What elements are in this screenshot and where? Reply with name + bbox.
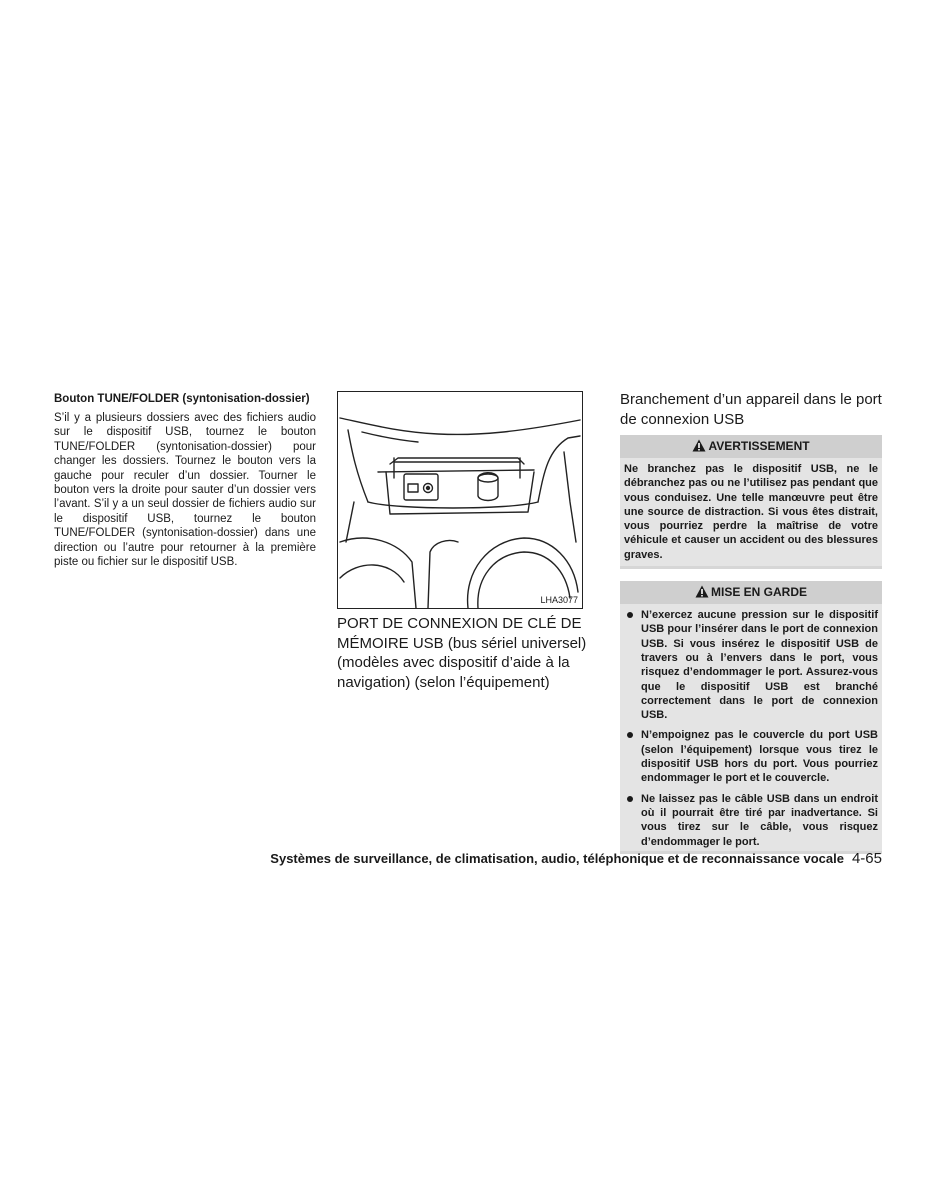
warning-text: Ne branchez pas le dispositif USB, ne le débranchez pas ou ne l’utilisez pas pendant que vous conduisez. Une telle manœuvre peut être une source de distraction. Si vous êtes distrait, vous pourriez perdre la maîtrise de votre véhicule et causer un accident ou des blessures graves.	[620, 458, 882, 566]
figure-code: LHA3077	[540, 595, 578, 605]
section-heading-usb-connection: Branchement d’un appareil dans le port de connexion USB	[620, 391, 882, 428]
bullet-icon	[627, 796, 633, 802]
bullet-icon	[627, 612, 633, 618]
figure-caption	[337, 614, 589, 692]
console-drawing	[338, 392, 582, 608]
paragraph-tune-folder: S’il y a plusieurs dossiers avec des fichiers audio sur le dispositif USB, tournez le bouton TUNE/FOLDER (syntonisation-dossier) pour changer les dossiers. Tournez le bouton vers la gauche pour reculer d’un dossier. Tourner le bouton vers la droite pour sauter d’un dossier vers l’avant. S’il y a un seul dossier de fichiers audio sur le dispositif USB, tournez le bouton TUNE/FOLDER (syntonisation-dossier) dans une direction ou l’autre pour retourner à la première piste ou fichier sur le dispositif USB.	[54, 412, 316, 569]
page-number: 4-65	[851, 850, 882, 867]
warning-triangle-icon	[692, 439, 706, 456]
warning-box	[620, 435, 882, 569]
bullet-icon	[627, 732, 633, 738]
section-heading-tune-folder: Bouton TUNE/FOLDER (syntonisation-dossier)	[54, 393, 310, 405]
caution-item	[624, 792, 878, 849]
usb-port-illustration	[337, 391, 583, 609]
caution-title: MISE EN GARDE	[710, 585, 807, 600]
caution-header	[620, 581, 882, 604]
page-footer	[230, 850, 882, 868]
caution-item	[624, 608, 878, 722]
caution-item	[624, 728, 878, 785]
footer-section-title: Systèmes de surveillance, de climatisation, audio, téléphonique et de reconnaissance vocale	[270, 851, 844, 866]
spacer	[620, 569, 882, 581]
left-column	[54, 392, 316, 569]
figure-caption-detail: (bus sériel universel) (modèles avec dispositif d’aide à la navigation) (selon l’équipement)	[337, 634, 587, 691]
warning-title: AVERTISSEMENT	[708, 439, 810, 453]
caution-list	[620, 604, 882, 851]
caution-item-text: N’exercez aucune pression sur le dispositif USB pour l’insérer dans le port de connexion USB. Si vous insérez le dispositif USB de travers ou à l’envers dans le port, vous risquez d’endommager le port. Assurez-vous que le dispositif USB est branché correctement dans le port de connexion USB.	[641, 609, 878, 722]
caution-box	[620, 581, 882, 854]
warning-header	[620, 435, 882, 458]
caution-item-text: N’empoignez pas le couvercle du port USB (selon l’équipement) lorsque vous tirez le dispositif USB hors du port. Vous pourriez endommager le port et le couvercle.	[641, 729, 878, 785]
figure-caption-title: PORT DE CONNEXION DE CLÉ DE MÉMOIRE USB	[337, 615, 582, 652]
caution-triangle-icon	[695, 585, 709, 602]
right-column	[620, 390, 882, 854]
caution-item-text: Ne laissez pas le câble USB dans un endroit où il pourrait être tiré par inadvertance. Si vous tirez sur le câble, vous risquez d’endommager le port.	[641, 792, 878, 848]
